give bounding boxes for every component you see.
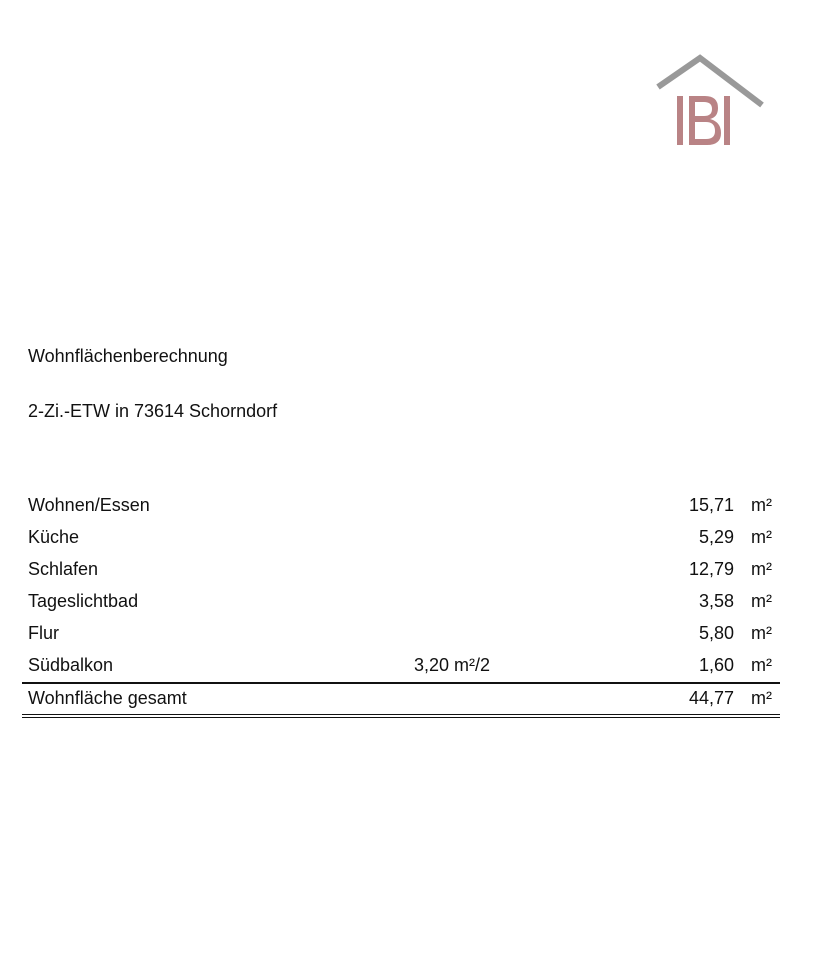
room-name: Küche [28,527,80,547]
logo-letter-i-left [677,96,683,145]
room-area-unit: m² [751,655,772,675]
ibi-logo [650,50,770,150]
table-row [22,586,780,618]
room-area-unit: m² [751,591,772,611]
table-row [22,618,780,650]
room-area-value: 5,80 [698,623,734,643]
ibi-logo-icon [650,50,770,150]
room-name: Schlafen [28,559,99,579]
table-row [22,522,780,554]
room-area-value: 5,29 [698,527,734,547]
room-name: Wohnen/Essen [28,495,150,515]
document-title: Wohnflächenberechnung [28,346,228,366]
room-area-unit: m² [751,495,772,515]
room-name: Tageslichtbad [28,591,139,611]
room-area-value: 15,71 [688,495,734,515]
total-row [22,682,780,718]
room-name: Flur [28,623,59,643]
room-area-unit: m² [751,527,772,547]
document-subtitle: 2-Zi.-ETW in 73614 Schorndorf [28,401,278,421]
total-label: Wohnfläche gesamt [28,688,187,708]
room-area-value: 12,79 [688,559,734,579]
room-area-value: 3,58 [698,591,734,611]
logo-letter-b [689,96,721,145]
table-row [22,650,780,682]
table-row [22,554,780,586]
table-row [22,490,780,522]
logo-letter-i-right [724,96,730,145]
room-name: Südbalkon [28,655,114,675]
total-area-value: 44,77 [688,688,734,708]
room-area-unit: m² [751,559,772,579]
room-area-value: 1,60 [698,655,734,675]
room-area-unit: m² [751,623,772,643]
total-area-unit: m² [751,688,772,708]
area-table [22,490,780,718]
room-note: 3,20 m²/2 [414,655,491,675]
